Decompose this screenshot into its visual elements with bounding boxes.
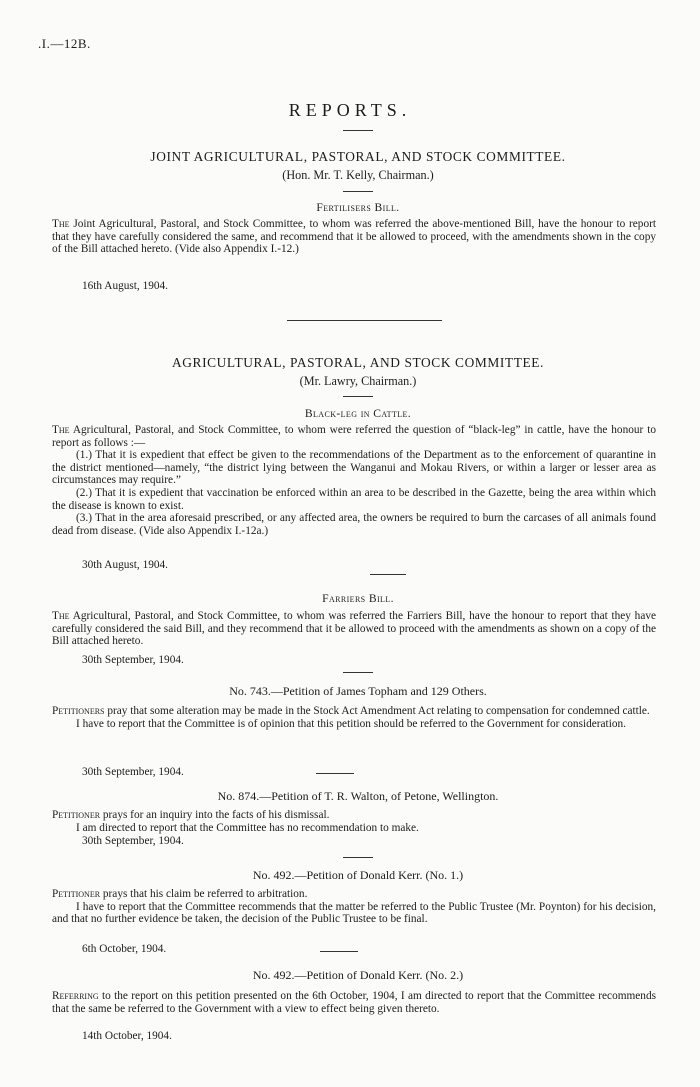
petition-paragraph: [52, 705, 656, 730]
committee-heading: JOINT AGRICULTURAL, PASTORAL, AND STOCK COMMITTEE.: [150, 149, 566, 164]
petition-text: to the report on this petition presented on the 6th October, 1904, I am directed to report that the Committee recommends that the same be referred to the Government with a view to effect being given thereto.: [52, 990, 656, 1015]
petition-heading: No. 874.—Petition of T. R. Walton, of Petone, Wellington.: [217, 789, 499, 803]
divider: [343, 130, 373, 131]
divider: [343, 396, 373, 397]
petition-heading: No. 492.—Petition of Donald Kerr. (No. 1.): [252, 868, 464, 882]
section-separator: [287, 320, 442, 321]
bill-title: Fertilisers Bill.: [316, 201, 400, 214]
report-date: 30th August, 1904.: [82, 559, 168, 571]
petition-heading: No. 743.—Petition of James Topham and 129 Others.: [229, 684, 487, 698]
petition-paragraph: [52, 990, 656, 1015]
report-text: Agricultural, Pastoral, and Stock Committee, to whom was referred the Farriers Bill, have the honour to report that they have carefully considered the said Bill, and they recommend that it be allowed to proceed with the amendments as shown on a copy of the Bill attached hereto.: [52, 610, 657, 648]
lead-word: Petitioners: [52, 705, 105, 717]
page-reference: .I.—12B.: [38, 36, 91, 51]
petition-report: I have to report that the Committee recommends that the matter be referred to the Public Trustee (Mr. Poynton) for his decision, and that no further evidence be taken, the decision of the Public Trustee to be final.: [52, 900, 656, 926]
divider: [316, 773, 354, 774]
report-date: 16th August, 1904.: [82, 280, 168, 292]
lead-word: Petitioner: [52, 809, 101, 821]
bill-title: Black-leg in Cattle.: [304, 407, 412, 420]
report-date: 30th September, 1904.: [82, 654, 184, 666]
bill-title: Farriers Bill.: [322, 592, 394, 605]
petition-paragraph: [52, 809, 656, 834]
committee-heading: AGRICULTURAL, PASTORAL, AND STOCK COMMITTEE.: [172, 355, 544, 370]
report-date: 6th October, 1904.: [82, 943, 167, 955]
divider: [343, 191, 373, 192]
petition-heading: No. 492.—Petition of Donald Kerr. (No. 2.): [252, 968, 464, 982]
divider: [343, 672, 373, 673]
report-date: 30th September, 1904.: [82, 766, 184, 778]
page-title: REPORTS.: [288, 100, 412, 120]
report-text: Joint Agricultural, Pastoral, and Stock Committee, to whom was referred the above-mentioned Bill, have the honour to report that they have carefully considered the same, and recommend that it be allowed to proceed, with the amendments shown in the copy of the Bill attached hereto. (Vide also Appendix I.-12.): [52, 218, 656, 256]
report-intro: Agricultural, Pastoral, and Stock Committee, to whom were referred the question of “black-leg” in cattle, have the honour to report as follows :—: [52, 424, 656, 449]
report-item: (1.) That it is expedient that effect be given to the recommendations of the Department as to the enforcement of quarantine in the district mentioned—namely, “the district lying between the Wanganui and Mokau Rivers, or within a larger or lesser area as circumstances may require.”: [52, 449, 656, 487]
report-date: 30th September, 1904.: [82, 835, 184, 847]
report-date: 14th October, 1904.: [82, 1030, 172, 1042]
report-paragraph: [52, 424, 656, 537]
report-item: (2.) That it is expedient that vaccination be enforced within an area to be described in the Gazette, being the area within which the disease is known to exist.: [52, 486, 656, 512]
chairman-line: (Mr. Lawry, Chairman.): [299, 374, 417, 388]
lead-word: The: [52, 610, 70, 622]
petition-text: pray that some alteration may be made in the Stock Act Amendment Act relating to compensation for condemned cattle.: [107, 705, 650, 717]
lead-word: Petitioner: [52, 888, 101, 900]
petition-report: I have to report that the Committee is of opinion that this petition should be referred to the Government for consideration.: [76, 717, 626, 730]
divider: [370, 574, 406, 575]
petition-report: I am directed to report that the Committee has no recommendation to make.: [76, 821, 419, 834]
lead-word: The: [52, 424, 70, 436]
lead-word: The: [52, 218, 70, 230]
petition-text: prays that his claim be referred to arbitration.: [102, 888, 308, 900]
report-paragraph: [52, 610, 656, 648]
divider: [320, 951, 358, 952]
petition-text: prays for an inquiry into the facts of his dismissal.: [102, 809, 330, 821]
report-paragraph: [52, 218, 656, 256]
petition-paragraph: [52, 888, 656, 926]
divider: [343, 857, 373, 858]
lead-word: Referring: [52, 990, 99, 1002]
chairman-line: (Hon. Mr. T. Kelly, Chairman.): [282, 168, 434, 182]
report-item: (3.) That in the area aforesaid prescribed, or any affected area, the owners be required to burn the carcases of all animals found dead from disease. (Vide also Appendix I.-12a.): [52, 512, 656, 537]
